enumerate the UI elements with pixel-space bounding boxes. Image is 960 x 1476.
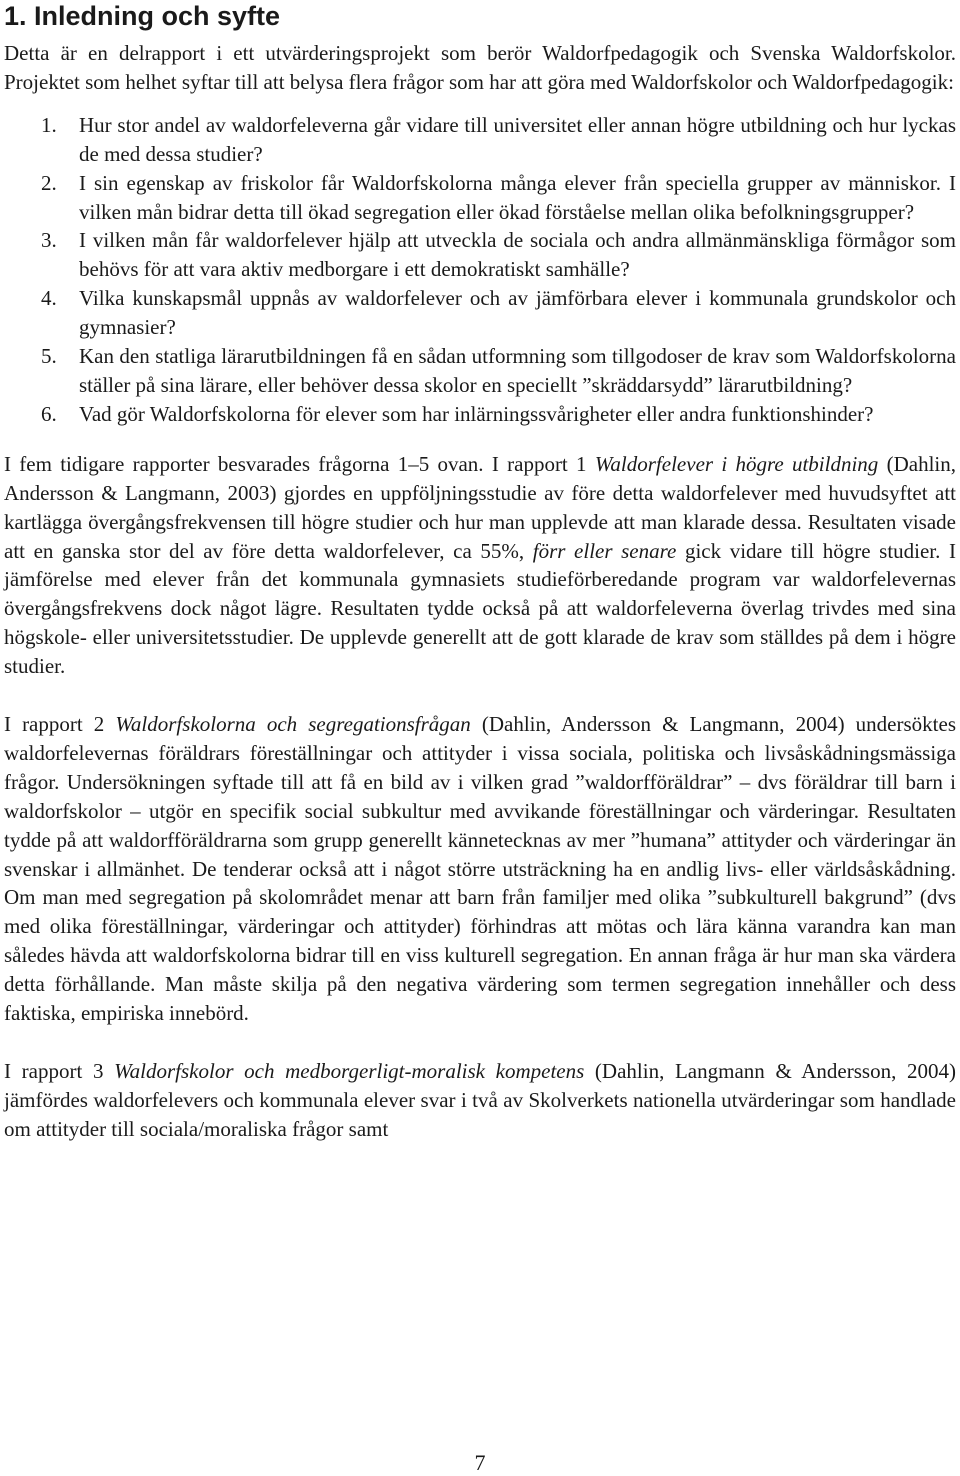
list-item-number: 3. [41,228,57,253]
list-item-text: I sin egenskap av friskolor får Waldorfskolorna många elever från speciella grupper av människor. I vilken mån bidrar detta till ökad segregation eller ökad förståelse mellan olika befolkningsgrupper? [79,170,956,224]
list-item-text: Hur stor andel av waldorfeleverna går vidare till universitet eller annan högre utbildning och hur lyckas de med dessa studier? [79,112,956,166]
list-item [4,169,956,227]
list-item-number: 2. [41,170,57,195]
list-item-number: 6. [41,401,57,426]
report-1-emphasis: förr eller senare [532,538,677,563]
report-1-text-b: (Dahlin, Andersson & Langmann, 2003) gjordes en uppföljningsstudie av före detta waldorfelever med huvudsyftet att kartlägga övergångsfrekvensen till högre studier och hur man upplevde att man klarade dessa. Resultaten visade att en ganska stor del av före detta waldorfelever, ca 55%, [4,451,956,563]
list-item [4,284,956,342]
report-2-text-b: (Dahlin, Andersson & Langmann, 2004) undersöktes waldorfelevernas föräldrars föreställningar och attityder i vissa sociala, politiska och livsåskådningsmässiga frågor. Undersökningen syftade till att få en bild av i vilken grad ”waldorfföräldrar” – dvs föräldrar till barn i waldorfskolor – utgör en specifik social subkultur med avvikande föreställningar och värderingar. Resultaten tydde på att waldorfföräldrarna som grupp generellt kännetecknas av mer ”humana” attityder och värderingar än svenskar i allmänhet. De tenderar också att i något större utsträckning ha en andlig livs- eller världsåskådning. Om man med segregation på skolområdet menar att barn från familjer med olika ”subkulturell bakgrund” (dvs med olika föreställningar, värderingar och attityder) förhindras att mötas och lära känna varandra kan man således hävda att waldorfskolorna bidrar till en viss kulturell segregation. En annan fråga är hur man ska värdera detta förhållande. Man måste skilja på den negativa värdering som termen segregation innehåller och dess faktiska, empiriska innebörd. [4,712,956,1026]
report-2-text-a: I rapport 2 [4,712,116,737]
list-item [4,342,956,400]
report-3-text-a: I rapport 3 [4,1059,115,1083]
report-2-paragraph [4,710,956,1028]
report-1-text-c: gick vidare till högre studier. I jämförelse med elever från det kommunala gymnasiets studieförberedande program var waldorfelevernas övergångsfrekvens dock något lägre. Resultaten tydde också på att waldorfeleverna överlag trivdes med sina högskole- eller universitetsstudier. De upplevde generellt att de gott klarade de krav som ställdes på dem i högre studier. [4,538,956,679]
list-item [4,400,956,429]
document-page [4,0,956,1173]
list-item [4,226,956,284]
list-item-number: 1. [41,112,57,137]
report-3-title: Waldorfskolor och medborgerligt-moralisk kompetens [114,1059,585,1083]
list-item-text: Vad gör Waldorfskolorna för elever som har inlärningssvårigheter eller andra funktionshinder? [79,401,874,426]
report-1-title: Waldorfelever i högre utbildning [594,451,879,476]
list-item-number: 5. [41,344,57,369]
report-1-text-a: I fem tidigare rapporter besvarades frågorna 1–5 ovan. I rapport 1 [4,451,595,476]
report-1-paragraph [4,450,956,681]
list-item-text: Kan den statliga lärarutbildningen få en sådan utformning som tillgodoser de krav som Waldorfskolorna ställer på sina lärare, eller behöver dessa skolor en speciellt ”skräddarsydd” lärarutbildning? [79,344,956,397]
question-list [4,111,956,429]
report-3-text-b: (Dahlin, Langmann & Andersson, 2004) jämfördes waldorfelevers och kommunala elever svar i två av Skolverkets nationella utvärderingar som handlade om attityder till sociala/moraliska frågor samt [4,1059,956,1141]
report-3-paragraph [4,1057,956,1144]
intro-paragraph: Detta är en delrapport i ett utvärderingsprojekt som berör Waldorfpedagogik och Svenska Waldorfskolor. Projektet som helhet syftar till att belysa flera frågor som har att göra med Waldorfskolor och Waldorfpedagogik: [4,41,956,94]
list-item-text: Vilka kunskapsmål uppnås av waldorfelever och av jämförbara elever i kommunala grundskolor och gymnasier? [79,286,956,340]
report-2-title: Waldorfskolorna och segregationsfrågan [115,712,471,737]
list-item-number: 4. [41,286,57,311]
list-item [4,111,956,169]
list-item-text: I vilken mån får waldorfelever hjälp att utveckla de sociala och andra allmänmänskliga förmågor som behövs för att vara aktiv medborgare i ett demokratiskt samhälle? [79,228,956,282]
page-number: 7 [474,1450,486,1475]
section-heading: 1. Inledning och syfte [4,1,281,31]
